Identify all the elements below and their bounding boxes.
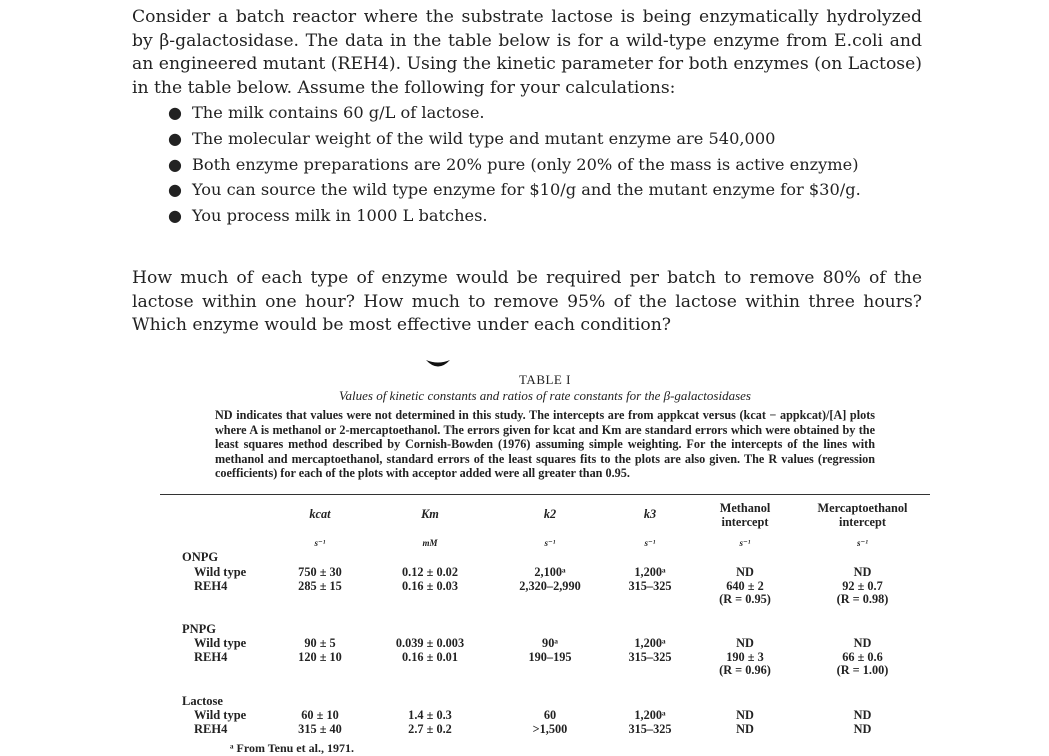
cell-mercaptoethanol: ND 66 ± 0.6 (R = 1.00) <box>836 636 889 677</box>
substrate-lactose: Lactose <box>182 694 223 708</box>
list-item: ● You can source the wild type enzyme for $10/g and the mutant enzyme for $30/g. <box>132 177 922 203</box>
cell-km: 0.12 ± 0.02 0.16 ± 0.03 <box>402 565 458 593</box>
cell-mercaptoethanol: ND ND <box>853 708 872 736</box>
cell-k2: 60 >1,500 <box>532 708 568 736</box>
row-labels-onpg: Wild type REH4 <box>194 565 247 593</box>
bullet-icon: ● <box>168 154 182 174</box>
cell-methanol: ND ND <box>736 708 754 736</box>
unit-km: mM <box>422 538 438 548</box>
list-item: ● The milk contains 60 g/L of lactose. <box>132 100 922 126</box>
header-mercaptoethanol: Mercaptoethanol intercept <box>817 501 908 529</box>
cell-km: 1.4 ± 0.3 2.7 ± 0.2 <box>408 708 452 736</box>
list-item: ● The molecular weight of the wild type and mutant enzyme are 540,000 <box>132 126 922 152</box>
cell-kcat: 60 ± 10 315 ± 40 <box>298 708 342 736</box>
intro-paragraph: Consider a batch reactor where the substrate lactose is being enzymatically hydrolyzed by β-galactosidase. The data in the table below is for a wild-type enzyme from E.coli and an engineered mutant (REH4). Using the kinetic parameter for both enzymes (on Lactose) in the table below. Assume the following for your calculations: <box>132 7 922 98</box>
list-item: ● Both enzyme preparations are 20% pure (only 20% of the mass is active enzyme) <box>132 152 922 178</box>
cell-methanol: ND 640 ± 2 (R = 0.95) <box>719 565 771 606</box>
table-note: ND indicates that values were not determined in this study. The intercepts are from appkcat versus (kcat − appkcat)/[A] plots where A is methanol or 2-mercaptoethanol. The errors given for kcat and Km are standard errors which were obtained by the least squares method described by Cornish-Bowden (1976) assuming simple weighting. For the intercepts of the lines with methanol and mercaptoethanol, standard errors of the least squares fits to the plots are also given. The R values (regression coefficients) for each of the plots with acceptor added were all greater than 0.95. <box>215 408 875 481</box>
cell-methanol: ND 190 ± 3 (R = 0.96) <box>719 636 771 677</box>
unit-mercaptoethanol: s⁻¹ <box>857 538 868 548</box>
header-kcat: kcat <box>309 507 331 521</box>
table-footnote: ᵃ From Tenu et al., 1971. <box>230 741 354 755</box>
cell-km: 0.039 ± 0.003 0.16 ± 0.01 <box>395 636 465 664</box>
header-k3: k3 <box>643 507 657 521</box>
cell-kcat: 750 ± 30 285 ± 15 <box>298 565 342 593</box>
cell-k3: 1,200ᵃ 315–325 <box>628 708 672 736</box>
unit-k3: s⁻¹ <box>644 538 656 548</box>
header-methanol: Methanol intercept <box>719 501 771 529</box>
header-k2: k2 <box>543 507 557 521</box>
cell-k3: 1,200ᵃ 315–325 <box>628 636 672 664</box>
cell-mercaptoethanol: ND 92 ± 0.7 (R = 0.98) <box>836 565 889 606</box>
problem-statement <box>132 6 922 229</box>
bullet-icon: ● <box>168 103 182 122</box>
bullet-icon: ● <box>168 180 182 200</box>
cell-k2: 90ᵃ 190–195 <box>528 636 572 664</box>
list-item: ● You process milk in 1000 L batches. <box>132 203 922 229</box>
substrate-pnpg: PNPG <box>182 622 217 636</box>
unit-kcat: s⁻¹ <box>314 538 326 548</box>
table-title: TABLE I <box>519 372 571 387</box>
table-rule <box>160 494 930 495</box>
scan-mark-icon <box>425 359 451 369</box>
cell-kcat: 90 ± 5 120 ± 10 <box>298 636 342 664</box>
unit-k2: s⁻¹ <box>544 538 556 548</box>
question-paragraph: How much of each type of enzyme would be required per batch to remove 80% of the lactose within one hour? How much to remove 95% of the lactose within three hours? Which enzyme would be most effective under each condition? <box>132 268 922 336</box>
assumption-list <box>132 100 922 229</box>
table-subtitle: Values of kinetic constants and ratios of rate constants for the β-galactosidases <box>339 388 751 403</box>
header-km: Km <box>421 507 439 521</box>
bullet-icon: ● <box>168 206 182 226</box>
cell-k2: 2,100ᵃ 2,320–2,990 <box>519 565 581 593</box>
row-labels-lactose: Wild type REH4 <box>194 708 247 736</box>
unit-methanol: s⁻¹ <box>739 538 751 548</box>
row-labels-pnpg: Wild type REH4 <box>194 636 247 664</box>
cell-k3: 1,200ᵃ 315–325 <box>628 565 672 593</box>
substrate-onpg: ONPG <box>182 550 219 564</box>
bullet-icon: ● <box>168 128 182 148</box>
